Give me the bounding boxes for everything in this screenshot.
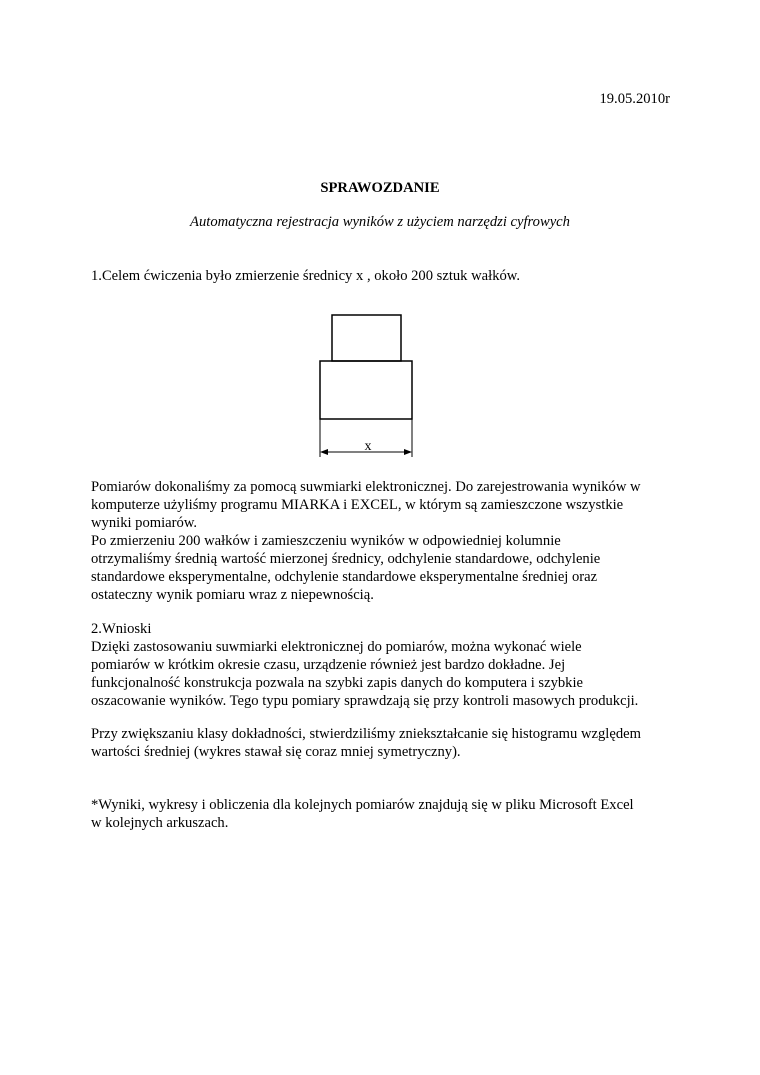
method-line: standardowe eksperymentalne, odchylenie standardowe eksperymentalne średniej oraz — [91, 569, 598, 585]
conclusions-heading: 2.Wnioski — [91, 621, 152, 637]
conclusions-line: funkcjonalność konstrukcja pozwala na szybki zapis danych do komputera i szybkie — [91, 675, 583, 691]
method-line: Po zmierzeniu 200 wałków i zamieszczeniu wyników w odpowiedniej kolumnie — [91, 533, 561, 549]
shaft-small-step — [332, 315, 401, 361]
dimension-label: x — [364, 439, 372, 454]
dimension-arrow-left — [320, 449, 328, 455]
conclusions-section — [91, 620, 681, 710]
accuracy-line: wartości średniej (wykres stawał się coraz mniej symetryczny). — [91, 744, 461, 760]
report-title: SPRAWOZDANIE — [320, 180, 440, 196]
method-line: wyniki pomiarów. — [91, 515, 198, 531]
footnote-paragraph — [91, 796, 681, 832]
footnote-line: *Wyniki, wykresy i obliczenia dla kolejnych pomiarów znajdują się w pliku Microsoft Excel — [91, 797, 634, 813]
accuracy-line: Przy zwiększaniu klasy dokładności, stwierdziliśmy zniekształcanie się histogramu względem — [91, 726, 641, 742]
accuracy-paragraph — [91, 725, 681, 761]
shaft-diagram — [310, 308, 420, 460]
intro-paragraph: 1.Celem ćwiczenia było zmierzenie średnicy x , około 200 sztuk wałków. — [91, 268, 521, 284]
footnote-line: w kolejnych arkuszach. — [91, 815, 229, 831]
method-line: Pomiarów dokonaliśmy za pomocą suwmiarki elektronicznej. Do zarejestrowania wyników w — [91, 479, 641, 495]
shaft-large-step — [320, 361, 412, 419]
method-line: ostateczny wynik pomiaru wraz z niepewnością. — [91, 587, 374, 603]
report-subtitle: Automatyczna rejestracja wyników z użyciem narzędzi cyfrowych — [190, 214, 570, 230]
conclusions-line: Dzięki zastosowaniu suwmiarki elektronicznej do pomiarów, można wykonać wiele — [91, 639, 582, 655]
method-line: komputerze użyliśmy programu MIARKA i EXCEL, w którym są zamieszczone wszystkie — [91, 497, 624, 513]
conclusions-line: oszacowanie wyników. Tego typu pomiary sprawdzają się przy kontroli masowych produkcji. — [91, 693, 639, 709]
dimension-arrow-right — [404, 449, 412, 455]
method-line: otrzymaliśmy średnią wartość mierzonej średnicy, odchylenie standardowe, odchylenie — [91, 551, 601, 567]
report-date: 19.05.2010r — [599, 91, 670, 107]
method-paragraph — [91, 478, 681, 604]
conclusions-line: pomiarów w krótkim okresie czasu, urządzenie również jest bardzo dokładne. Jej — [91, 657, 566, 673]
